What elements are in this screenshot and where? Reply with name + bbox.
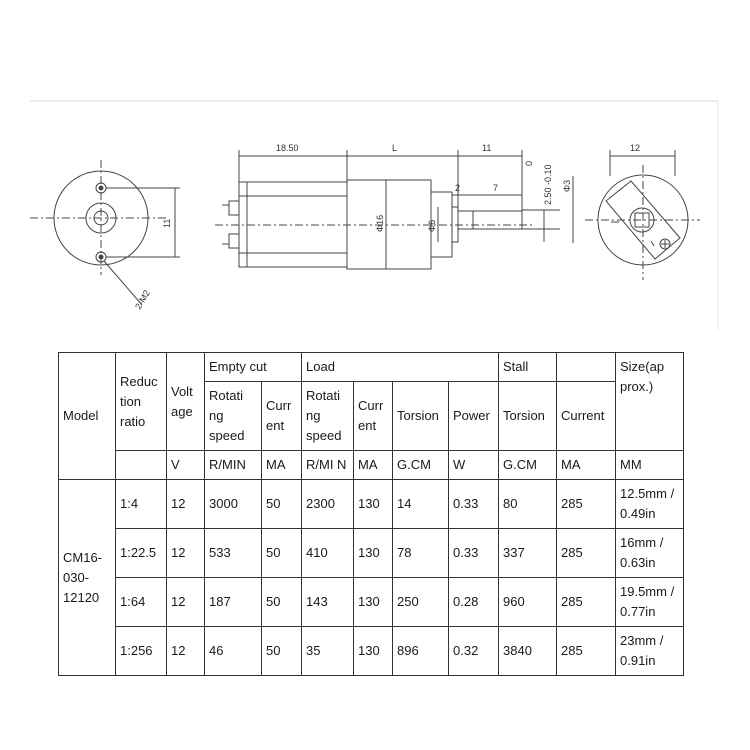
cell-empty-current: 50 (262, 529, 302, 578)
dim-2: 2 (455, 183, 461, 193)
cell-stall-current: 285 (557, 578, 616, 627)
cell-load-current: 130 (354, 529, 393, 578)
dim-tolerance: 2.50 -0.10 (543, 164, 553, 205)
cell-stall-torsion: 960 (499, 578, 557, 627)
unit-size: MM (616, 451, 684, 480)
group-stall: Stall (499, 353, 557, 382)
cell-load-power: 0.28 (449, 578, 499, 627)
cell-stall-torsion: 337 (499, 529, 557, 578)
unit-load-power: W (449, 451, 499, 480)
col-model: Model (59, 353, 116, 480)
cell-voltage: 12 (167, 627, 205, 676)
spec-table (58, 352, 684, 676)
cell-load-speed: 143 (302, 578, 354, 627)
dim-tolerance-top: 0 (524, 160, 534, 166)
unit-voltage: V (167, 451, 205, 480)
cell-load-torsion: 78 (393, 529, 449, 578)
dim-7: 7 (493, 183, 499, 193)
dim-phi6: Φ6 (427, 219, 437, 232)
cell-empty-speed: 46 (205, 627, 262, 676)
group-header-row (59, 353, 684, 382)
cell-load-power: 0.32 (449, 627, 499, 676)
col-size: Size(ap prox.) (616, 353, 684, 451)
dim-phi16: Φ16 (375, 214, 385, 232)
dim-L: L (392, 143, 398, 153)
unit-load-torsion: G.CM (393, 451, 449, 480)
unit-empty-current: MA (262, 451, 302, 480)
cell-load-torsion: 250 (393, 578, 449, 627)
dim-2-m2: 2-M2 (133, 288, 152, 311)
table-row (59, 627, 684, 676)
cell-voltage: 12 (167, 480, 205, 529)
cell-empty-speed: 533 (205, 529, 262, 578)
cell-empty-current: 50 (262, 480, 302, 529)
cell-empty-current: 50 (262, 627, 302, 676)
left-end-view (30, 160, 180, 305)
cell-voltage: 12 (167, 529, 205, 578)
col-empty-current: Curr ent (262, 382, 302, 451)
model-cell: CM16- 030- 12120 (59, 480, 116, 676)
unit-empty-speed: R/MIN (205, 451, 262, 480)
cell-empty-speed: 3000 (205, 480, 262, 529)
cell-stall-current: 285 (557, 529, 616, 578)
col-empty-speed: Rotati ng speed (205, 382, 262, 451)
cell-load-power: 0.33 (449, 529, 499, 578)
cell-load-current: 130 (354, 627, 393, 676)
right-end-view (585, 150, 700, 280)
unit-load-current: MA (354, 451, 393, 480)
col-reduction-ratio: Reduc tion ratio (116, 353, 167, 451)
dim-11-holes: 11 (162, 218, 172, 228)
units-row (59, 451, 684, 480)
group-load: Load (302, 353, 499, 382)
table-row (59, 480, 684, 529)
motor-technical-drawing (0, 0, 750, 330)
dim-phi3: Φ3 (562, 179, 572, 192)
table-row (59, 578, 684, 627)
cell-load-current: 130 (354, 480, 393, 529)
dim-12: 12 (630, 143, 641, 153)
cell-ratio: 1:22.5 (116, 529, 167, 578)
cell-load-speed: 35 (302, 627, 354, 676)
cell-stall-torsion: 3840 (499, 627, 557, 676)
cell-size: 19.5mm / 0.77in (616, 578, 684, 627)
dim-11-shaft: 11 (482, 143, 492, 153)
cell-empty-speed: 187 (205, 578, 262, 627)
cell-size: 12.5mm / 0.49in (616, 480, 684, 529)
unit-load-speed: R/MI N (302, 451, 354, 480)
cell-load-current: 130 (354, 578, 393, 627)
cell-size: 23mm / 0.91in (616, 627, 684, 676)
col-load-current: Curr ent (354, 382, 393, 451)
cell-stall-current: 285 (557, 627, 616, 676)
cell-load-torsion: 896 (393, 627, 449, 676)
cell-load-torsion: 14 (393, 480, 449, 529)
cell-size: 16mm / 0.63in (616, 529, 684, 578)
cell-ratio: 1:4 (116, 480, 167, 529)
cell-stall-torsion: 80 (499, 480, 557, 529)
cell-load-speed: 410 (302, 529, 354, 578)
unit-ratio-blank (116, 451, 167, 480)
cell-load-speed: 2300 (302, 480, 354, 529)
col-load-torsion: Torsion (393, 382, 449, 451)
cell-empty-current: 50 (262, 578, 302, 627)
col-load-power: Power (449, 382, 499, 451)
col-stall-torsion: Torsion (499, 382, 557, 451)
cell-voltage: 12 (167, 578, 205, 627)
col-stall-current: Current (557, 382, 616, 451)
cell-ratio: 1:256 (116, 627, 167, 676)
cell-stall-current: 285 (557, 480, 616, 529)
table-row (59, 529, 684, 578)
cell-ratio: 1:64 (116, 578, 167, 627)
col-load-speed: Rotati ng speed (302, 382, 354, 451)
group-empty-cut: Empty cut (205, 353, 302, 382)
dim-18-50: 18.50 (276, 143, 299, 153)
unit-stall-torsion: G.CM (499, 451, 557, 480)
group-stall-blank (557, 353, 616, 382)
motor-side-view (215, 150, 573, 269)
unit-stall-current: MA (557, 451, 616, 480)
cell-load-power: 0.33 (449, 480, 499, 529)
col-voltage: Volt age (167, 353, 205, 451)
